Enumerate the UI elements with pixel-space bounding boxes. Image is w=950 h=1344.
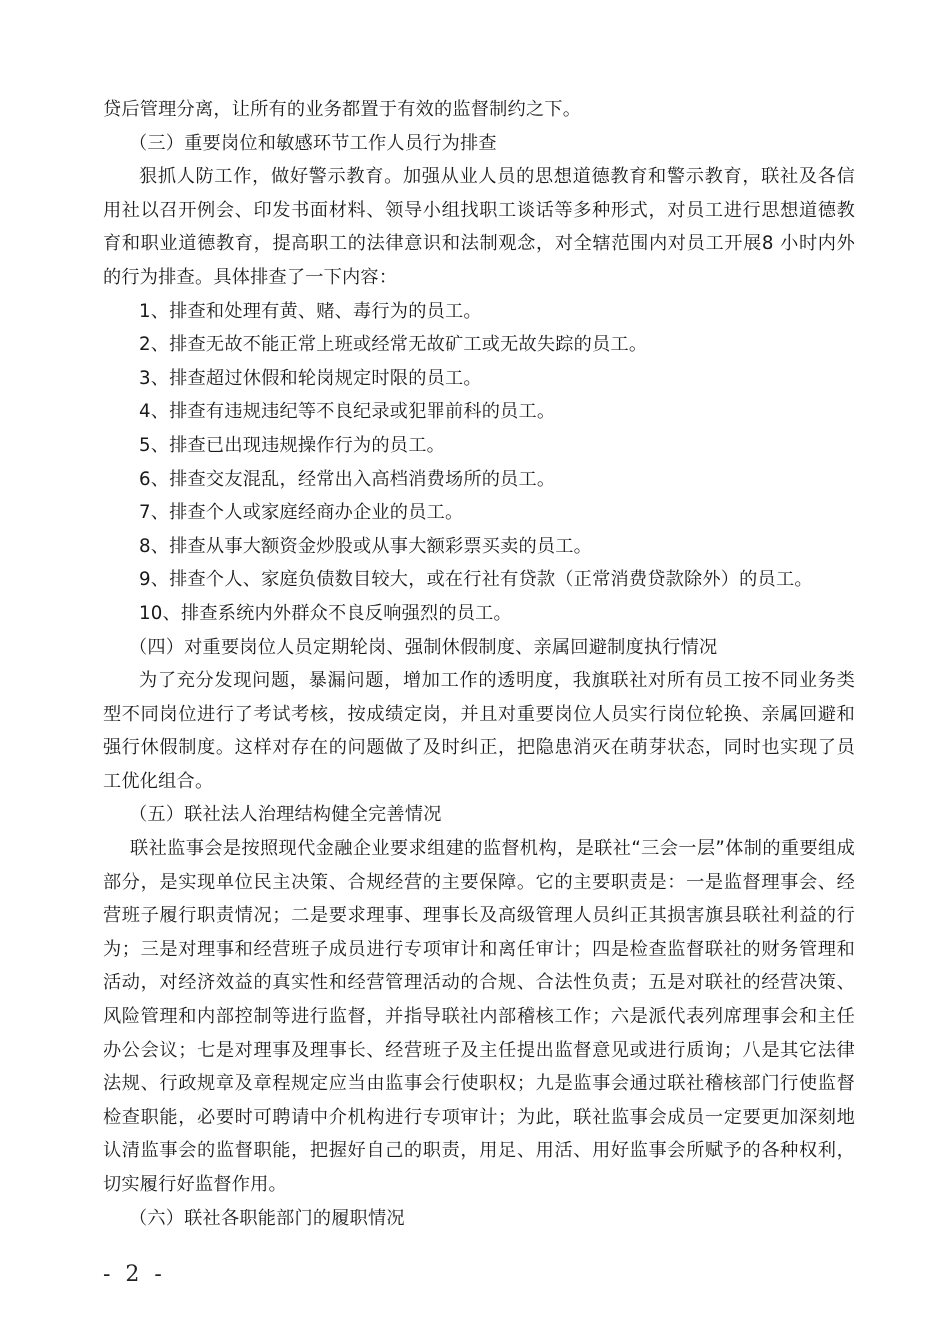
section-heading: （三）重要岗位和敏感环节工作人员行为排查 [129,132,497,154]
section-heading: （六）联社各职能部门的履职情况 [129,1207,405,1229]
list-item: 7、排查个人或家庭经商办企业的员工。 [139,502,464,524]
paragraph: 狠抓人防工作，做好警示教育。加强从业人员的思想道德教育和警示教育，联社及各信用社以召开例会、印发书面材料、领导小组找职工谈话等多种形式，对员工进行思想道德教育和职业道德教育，提高职工的法律意识和法制观念，对全辖范围内对员工开展8 小时内外的行为排查。具体排查了一下内容： [103,166,855,288]
section-heading: （四）对重要岗位人员定期轮岗、强制休假制度、亲属回避制度执行情况 [129,636,718,658]
list-item: 1、排查和处理有黄、赌、毒行为的员工。 [139,300,482,322]
list-item: 6、排查交友混乱，经常出入高档消费场所的员工。 [139,468,556,490]
paragraph: 贷后管理分离，让所有的业务都置于有效的监督制约之下。 [103,99,582,120]
list-item: 9、排查个人、家庭负债数目较大，或在行社有贷款（正常消费贷款除外）的员工。 [139,569,813,591]
page-number: - 2 - [103,1262,166,1287]
list-item: 4、排查有违规违纪等不良纪录或犯罪前科的员工。 [139,401,556,423]
list-item: 5、排查已出现违规操作行为的员工。 [139,434,445,456]
section-heading: （五）联社法人治理结构健全完善情况 [129,804,442,826]
list-item: 10、排查系统内外群众不良反响强烈的员工。 [139,602,512,624]
list-item: 8、排查从事大额资金炒股或从事大额彩票买卖的员工。 [139,535,593,557]
document-body [103,93,855,1235]
list-item: 2、排查无故不能正常上班或经常无故矿工或无故失踪的员工。 [139,334,648,356]
list-item: 3、排查超过休假和轮岗规定时限的员工。 [139,367,482,389]
paragraph: 联社监事会是按照现代金融企业要求组建的监督机构，是联社“三会一层”体制的重要组成部分，是实现单位民主决策、合规经营的主要保障。它的主要职责是：一是监督理事会、经营班子履行职责情况；二是要求理事、理事长及高级管理人员纠正其损害旗县联社利益的行为；三是对理事和经营班子成员进行专项审计和离任审计；四是检查监督联社的财务管理和活动，对经济效益的真实性和经营管理活动的合规、合法性负责；五是对联社的经营决策、风险管理和内部控制等进行监督，并指导联社内部稽核工作；六是派代表列席理事会和主任办公会议；七是对理事及理事长、经营班子及主任提出监督意见或进行质询；八是其它法律法规、行政规章及章程规定应当由监事会行使职权；九是监事会通过联社稽核部门行使监督检查职能，必要时可聘请中介机构进行专项审计；为此，联社监事会成员一定要更加深刻地认清监事会的监督职能，把握好自己的职责，用足、用活、用好监事会所赋予的各种权利，切实履行好监督作用。 [103,838,855,1195]
paragraph: 为了充分发现问题，暴漏问题，增加工作的透明度，我旗联社对所有员工按不同业务类型不同岗位进行了考试考核，按成绩定岗，并且对重要岗位人员实行岗位轮换、亲属回避和强行休假制度。这样对存在的问题做了及时纠正，把隐患消灭在萌芽状态，同时也实现了员工优化组合。 [103,670,855,792]
